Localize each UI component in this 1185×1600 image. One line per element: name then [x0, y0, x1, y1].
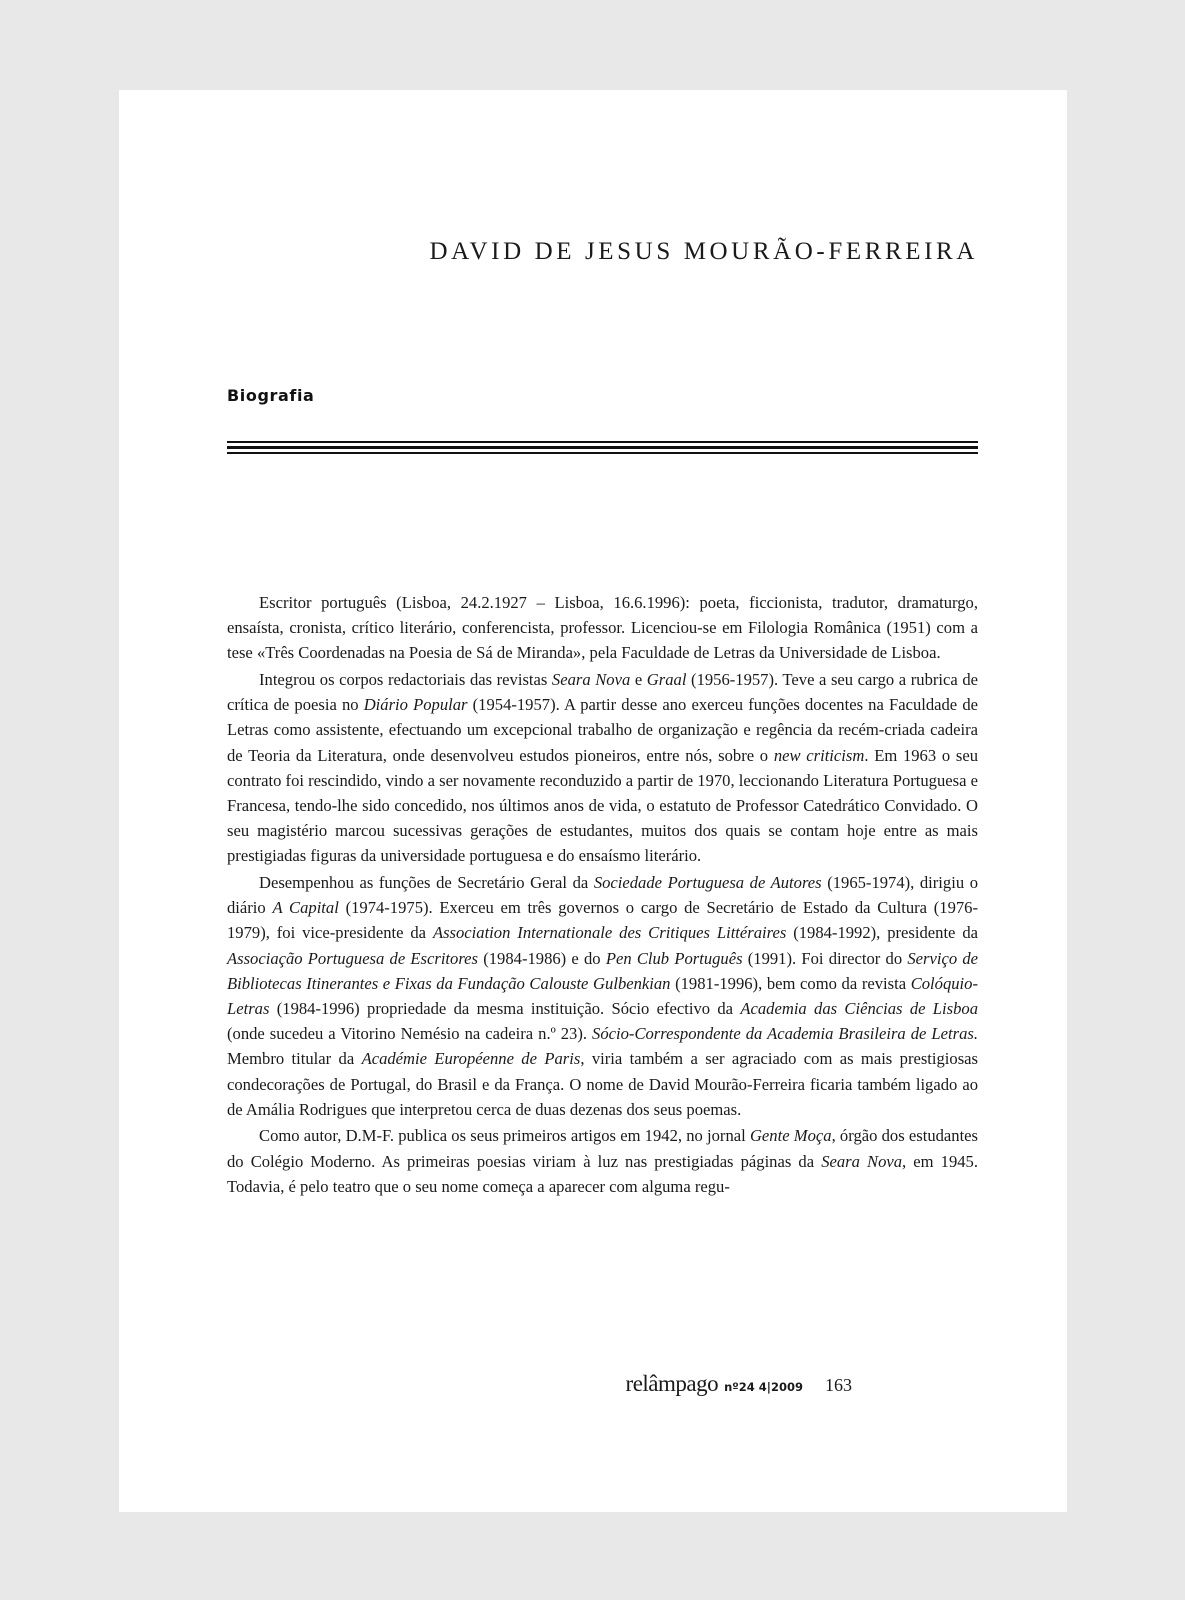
magazine-name: relâmpago [625, 1371, 719, 1396]
text-run: Como autor, D.M-F. publica os seus primeiros artigos em 1942, no jornal [259, 1126, 750, 1146]
text-run: , em 1945. Todavia, é pelo teatro que o seu nome começa a aparecer com alguma regu- [227, 1151, 978, 1196]
text-run: . Em 1963 o seu contrato foi rescindido, vindo a ser novamente reconduzido a partir de 1970, leccionando Literatura Portuguesa e Francesa, tendo-lhe sido concedido, nos últimos anos de vida, o estatuto de Professor Catedrático Convidado. O seu magistério marcou sucessivas gerações de estudantes, muitos dos quais se contam hoje entre as mais prestigiadas figuras da universidade portuguesa e do ensaísmo literário. [227, 745, 979, 866]
section-heading: Biografia [227, 386, 315, 405]
italic-run: Seara Nova [821, 1151, 903, 1171]
italic-run: new criticism [773, 745, 865, 765]
paragraph [227, 870, 978, 1122]
document-page [119, 90, 1067, 1512]
italic-run: Associação Portuguesa de Escritores [227, 948, 479, 968]
text-run: e [630, 670, 647, 689]
article-title: DAVID DE JESUS MOURÃO-FERREIRA [429, 238, 978, 265]
paragraph [227, 590, 978, 666]
text-run: (1954-1957). A partir desse ano exerceu funções docentes na Faculdade de Letras como assistente, efectuando um excepcional trabalho de organização e regência da recém-criada cadeira de Teoria da Literatura, onde desenvolveu estudos pioneiros, entre nós, sobre o [227, 695, 978, 765]
text-run: (1984-1992), presidente da [786, 923, 978, 943]
text-run: (1991). Foi director do [742, 948, 908, 968]
italic-run: Association Internationale des Critiques Littéraires [432, 923, 787, 943]
text-run: , órgão dos estudantes do Colégio Moderno. As primeiras poesias viriam à luz nas prestigiadas páginas da [227, 1126, 979, 1171]
text-run: (1984-1996) propriedade da mesma instituição. Sócio efectivo da [269, 999, 741, 1019]
italic-run: A Capital [272, 898, 339, 918]
page-footer [626, 1371, 852, 1397]
text-run: (onde sucedeu a Vitorino Nemésio na cadeira n.º 23). [227, 1024, 593, 1044]
text-run: (1965-1974), dirigiu o diário [227, 873, 978, 918]
text-run: Membro titular da [227, 1049, 362, 1069]
text-run: Integrou os corpos redactoriais das revistas [259, 670, 552, 689]
section-divider [227, 441, 978, 454]
text-run: Escritor português (Lisboa, 24.2.1927 – Lisboa, 16.6.1996): poeta, ficcionista, tradutor, dramaturgo, ensaísta, cronista, crítico literário, conferencista, professor. Licenciou-se em Filologia Românica (1951) com a tese «Três Coordenadas na Poesia de Sá de Miranda», pela Faculdade de Letras da Universidade de Lisboa. [227, 593, 978, 663]
italic-run: Sociedade Portuguesa de Autores [593, 873, 822, 893]
italic-run: Colóquio-Letras [227, 973, 978, 1019]
text-run: (1956-1957). Teve a seu cargo a rubrica de crítica de poesia no [227, 670, 978, 715]
italic-run: Diário Popular [363, 695, 468, 715]
divider-line [227, 441, 978, 443]
text-run: , viria também a ser agraciado com as mais prestigiosas condecorações de Portugal, do Brasil e da França. O nome de David Mourão-Ferreira ficaria também ligado ao de Amália Rodrigues que interpretou cerca de duas dezenas dos seus poemas. [227, 1049, 978, 1119]
italic-run: Serviço de Bibliotecas Itinerantes e Fixas da Fundação Calouste Gulbenkian [227, 948, 978, 993]
italic-run: Seara Nova [551, 670, 631, 689]
italic-run: Sócio-Correspondente da Academia Brasileira de Letras. [592, 1024, 978, 1044]
text-run: Desempenhou as funções de Secretário Geral da [259, 873, 594, 893]
text-run: (1981-1996), bem como da revista [670, 973, 911, 993]
issue-number: nº24 4|2009 [724, 1380, 803, 1394]
paragraph [227, 667, 978, 869]
italic-run: Académie Européenne de Paris [361, 1049, 581, 1069]
text-run: (1984-1986) e do [478, 948, 606, 968]
body-text [227, 590, 978, 1200]
italic-run: Academia das Ciências de Lisboa [740, 999, 978, 1019]
divider-line [227, 452, 978, 454]
text-run: (1974-1975). Exerceu em três governos o cargo de Secretário de Estado da Cultura (1976-1979), foi vice-presidente da [227, 898, 978, 943]
italic-run: Pen Club Português [605, 948, 743, 968]
page-number: 163 [825, 1375, 852, 1395]
paragraph [227, 1123, 978, 1199]
divider-line [227, 446, 978, 449]
italic-run: Gente Moça [749, 1126, 832, 1146]
italic-run: Graal [646, 670, 687, 689]
